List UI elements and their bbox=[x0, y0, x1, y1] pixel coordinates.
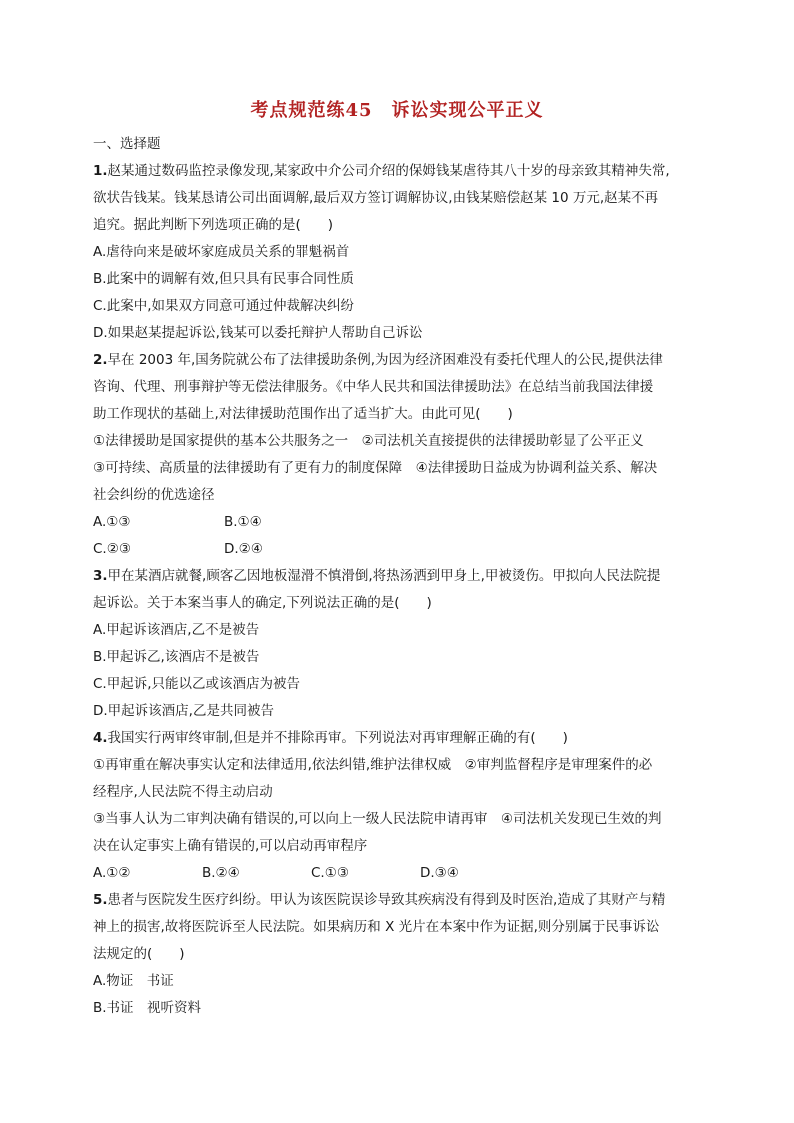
question-5-line: 神上的损害,故将医院诉至人民法院。如果病历和 X 光片在本案中作为证据,则分别属于民事诉讼 bbox=[93, 919, 660, 935]
option-b: B.①④ bbox=[224, 514, 262, 530]
question-1-line: 追究。据此判断下列选项正确的是( ) bbox=[93, 217, 334, 233]
statement-line: 社会纠纷的优选途径 bbox=[93, 487, 215, 503]
question-4-line bbox=[93, 725, 705, 752]
question-text: 我国实行两审终审制,但是并不排除再审。下列说法对再审理解正确的有( ) bbox=[107, 730, 568, 746]
option-b: B.书证 视听资料 bbox=[93, 1000, 202, 1016]
section-heading: 一、选择题 bbox=[93, 136, 161, 152]
option-b: B.甲起诉乙,该酒店不是被告 bbox=[93, 649, 260, 665]
question-content bbox=[93, 131, 705, 1022]
question-3-line: 起诉讼。关于本案当事人的确定,下列说法正确的是( ) bbox=[93, 595, 432, 611]
question-number: 2. bbox=[93, 352, 108, 368]
question-text: 早在 2003 年,国务院就公布了法律援助条例,为因为经济困难没有委托代理人的公民,提供法律 bbox=[107, 352, 663, 368]
option-a: A.虐待向来是破坏家庭成员关系的罪魁祸首 bbox=[93, 244, 350, 260]
page-title: 考点规范练45 诉讼实现公平正义 bbox=[250, 100, 544, 121]
statement-line: 决在认定事实上确有错误的,可以启动再审程序 bbox=[93, 838, 368, 854]
question-1-line bbox=[93, 158, 705, 185]
option-a: A.①② bbox=[93, 865, 131, 881]
options-row bbox=[93, 860, 705, 887]
question-2-line bbox=[93, 347, 705, 374]
option-c: C.此案中,如果双方同意可通过仲裁解决纠纷 bbox=[93, 298, 355, 314]
option-d: D.如果赵某提起诉讼,钱某可以委托辩护人帮助自己诉讼 bbox=[93, 325, 423, 341]
statement-line: ①法律援助是国家提供的基本公共服务之一 ②司法机关直接提供的法律援助彰显了公平正义 bbox=[93, 433, 644, 449]
question-number: 3. bbox=[93, 568, 108, 584]
question-4 bbox=[93, 725, 705, 887]
question-5-line: 法规定的( ) bbox=[93, 946, 185, 962]
question-2-line: 咨询、代理、刑事辩护等无偿法律服务。《中华人民共和国法律援助法》在总结当前我国法律援 bbox=[93, 379, 654, 395]
question-1 bbox=[93, 158, 705, 347]
question-3-line bbox=[93, 563, 705, 590]
question-number: 5. bbox=[93, 892, 108, 908]
question-5-line bbox=[93, 887, 705, 914]
option-d: D.③④ bbox=[420, 865, 459, 881]
question-1-line: 欲状告钱某。钱某恳请公司出面调解,最后双方签订调解协议,由钱某赔偿赵某 10 万元,赵某不再 bbox=[93, 190, 659, 206]
statement-line: ③当事人认为二审判决确有错误的,可以向上一级人民法院申请再审 ④司法机关发现已生效的判 bbox=[93, 811, 662, 827]
options-row bbox=[93, 536, 705, 563]
statement-line: 经程序,人民法院不得主动启动 bbox=[93, 784, 273, 800]
option-d: D.②④ bbox=[224, 541, 263, 557]
question-2-line: 助工作现状的基础上,对法律援助范围作出了适当扩大。由此可见( ) bbox=[93, 406, 513, 422]
option-b: B.此案中的调解有效,但只具有民事合同性质 bbox=[93, 271, 354, 287]
question-number: 4. bbox=[93, 730, 108, 746]
option-a: A.①③ bbox=[93, 514, 131, 530]
option-a: A.甲起诉该酒店,乙不是被告 bbox=[93, 622, 260, 638]
question-text: 赵某通过数码监控录像发现,某家政中介公司介绍的保姆钱某虐待其八十岁的母亲致其精神失常, bbox=[107, 163, 670, 179]
option-c: C.②③ bbox=[93, 541, 131, 557]
question-text: 甲在某酒店就餐,顾客乙因地板湿滑不慎滑倒,将热汤洒到甲身上,甲被烫伤。甲拟向人民法院提 bbox=[107, 568, 661, 584]
question-text: 患者与医院发生医疗纠纷。甲认为该医院误诊导致其疾病没有得到及时医治,造成了其财产与精 bbox=[107, 892, 666, 908]
question-2 bbox=[93, 347, 705, 563]
option-a: A.物证 书证 bbox=[93, 973, 174, 989]
question-5 bbox=[93, 887, 705, 1022]
options-row bbox=[93, 509, 705, 536]
question-3 bbox=[93, 563, 705, 725]
option-c: C.①③ bbox=[311, 865, 349, 881]
option-b: B.②④ bbox=[202, 865, 240, 881]
option-d: D.甲起诉该酒店,乙是共同被告 bbox=[93, 703, 274, 719]
statement-line: ③可持续、高质量的法律援助有了更有力的制度保障 ④法律援助日益成为协调利益关系、解决 bbox=[93, 460, 658, 476]
option-c: C.甲起诉,只能以乙或该酒店为被告 bbox=[93, 676, 301, 692]
question-number: 1. bbox=[93, 163, 108, 179]
statement-line: ①再审重在解决事实认定和法律适用,依法纠错,维护法律权威 ②审判监督程序是审理案件的必 bbox=[93, 757, 653, 773]
